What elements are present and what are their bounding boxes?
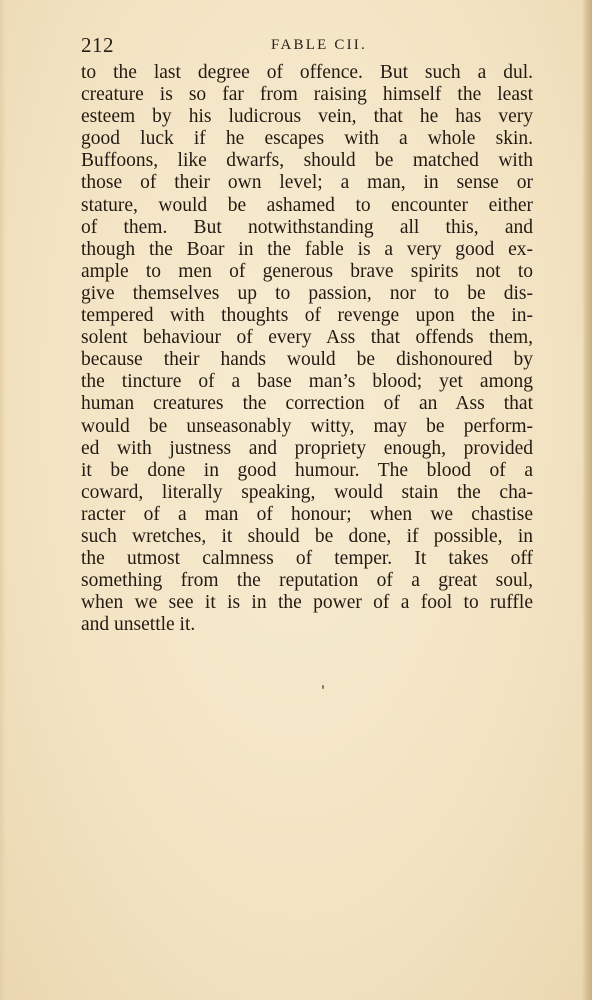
text-line: solent behaviour of every Ass that offends them, [81,327,533,349]
text-line: and unsettle it. [81,614,196,636]
text-line: tempered with thoughts of revenge upon the in- [81,305,533,327]
text-line: such wretches, it should be done, if possible, in [81,525,533,547]
text-line: creature is so far from raising himself the least [81,84,533,106]
text-line: human creatures the correction of an Ass that [81,393,533,415]
text-line: though the Boar in the fable is a very good ex- [81,238,533,260]
text-line: something from the reputation of a great soul, [81,570,533,592]
text-line: ed with justness and propriety enough, provided [81,437,533,459]
text-line: stature, would be ashamed to encounter either [81,194,533,216]
text-line: it be done in good humour. The blood of a [81,459,533,481]
body-text [81,62,533,636]
text-line: racter of a man of honour; when we chastise [81,503,533,525]
text-line: ample to men of generous brave spirits not to [81,260,533,282]
page-gutter-shadow [0,0,6,1000]
text-line: Buffoons, like dwarfs, should be matched with [81,150,533,172]
text-line: because their hands would be dishonoured by [81,349,533,371]
text-line: the tincture of a base man’s blood; yet among [81,371,533,393]
text-line: good luck if he escapes with a whole skin. [81,128,533,150]
running-head: FABLE CII. [271,37,367,53]
page-edge-shadow [582,0,592,1000]
text-line: would be unseasonably witty, may be perform- [81,415,533,437]
text-line: those of their own level; a man, in sense or [81,172,533,194]
text-line: when we see it is in the power of a fool to ruffle [81,592,533,614]
text-line: coward, literally speaking, would stain the cha- [81,481,533,503]
text-line: esteem by his ludicrous vein, that he has very [81,106,533,128]
page-header [81,33,533,59]
page-number: 212 [81,33,114,57]
text-line: of them. But notwithstanding all this, and [81,216,533,238]
ink-speck [322,685,324,689]
text-line: give themselves up to passion, nor to be dis- [81,282,533,304]
text-line: the utmost calmness of temper. It takes off [81,548,533,570]
text-line: to the last degree of offence. But such a dul. [81,62,533,83]
